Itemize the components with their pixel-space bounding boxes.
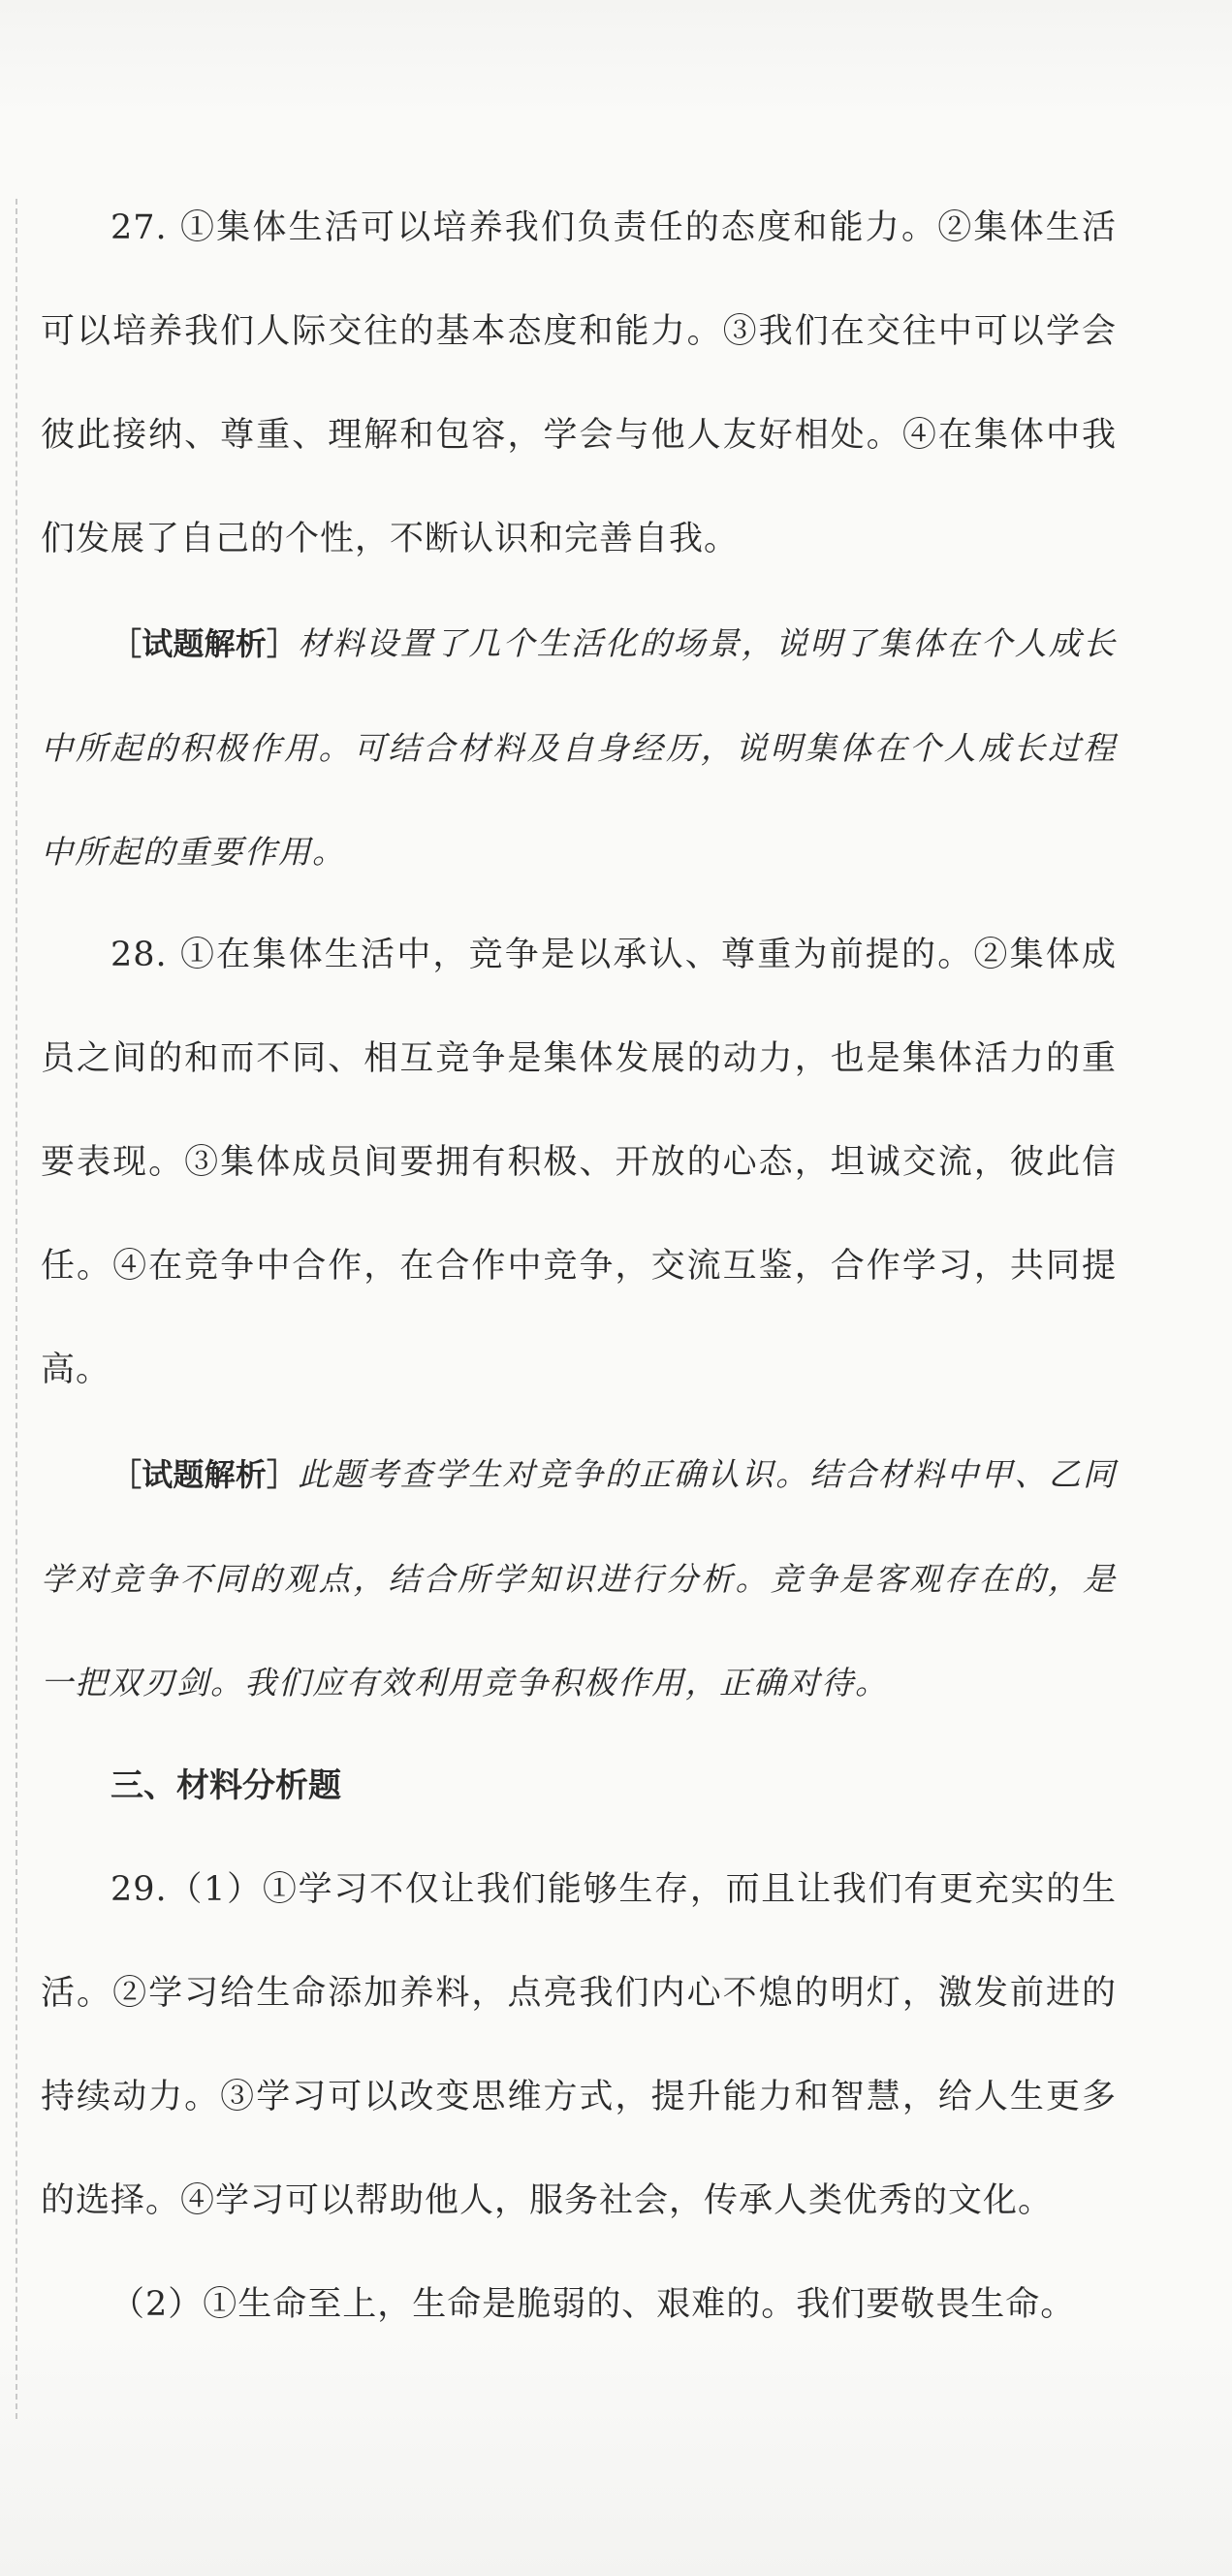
section-heading: 三、材料分析题 [111,1766,341,1805]
q28-answer: 28. ①在集体生活中，竞争是以承认、尊重为前提的。②集体成员之间的和而不同、相互竞争是集体发展的动力，也是集体活力的重要表现。③集体成员间要拥有积极、开放的心态，坦诚交流，彼此信任。④在竞争中合作，在合作中竞争，交流互鉴，合作学习，共同提高。 [41,936,1117,1389]
q28-analysis [41,1422,1117,1734]
q27-analysis [41,591,1117,904]
q28-analysis-tag: ［试题解析］ [111,1456,299,1493]
q29-part2: （2）①生命至上，生命是脆弱的、艰难的。我们要敬畏生命。 [111,2285,1076,2324]
q27-analysis-tag: ［试题解析］ [111,625,299,662]
binding-margin-line [16,199,17,2419]
q27-analysis-text: 材料设置了几个生活化的场景，说明了集体在个人成长中所起的积极作用。可结合材料及自身经历，说明集体在个人成长过程中所起的重要作用。 [41,624,1117,871]
q29-part1: 29.（1）①学习不仅让我们能够生存，而且让我们有更充实的生活。②学习给生命添加养料，点亮我们内心不熄的明灯，激发前进的持续动力。③学习可以改变思维方式，提升能力和智慧，给人生更多的选择。④学习可以帮助他人，服务社会，传承人类优秀的文化。 [41,1870,1117,2220]
q27-answer: 27. ①集体生活可以培养我们负责任的态度和能力。②集体生活可以培养我们人际交往的基本态度和能力。③我们在交往中可以学会彼此接纳、尊重、理解和包容，学会与他人友好相处。④在集体中我们发展了自己的个性，不断认识和完善自我。 [41,208,1117,558]
q28-analysis-text: 此题考查学生对竞争的正确认识。结合材料中甲、乙同学对竞争不同的观点，结合所学知识进行分析。竞争是客观存在的，是一把双刃剑。我们应有效利用竞争积极作用，正确对待。 [41,1455,1117,1701]
answer-content [41,176,1117,2357]
